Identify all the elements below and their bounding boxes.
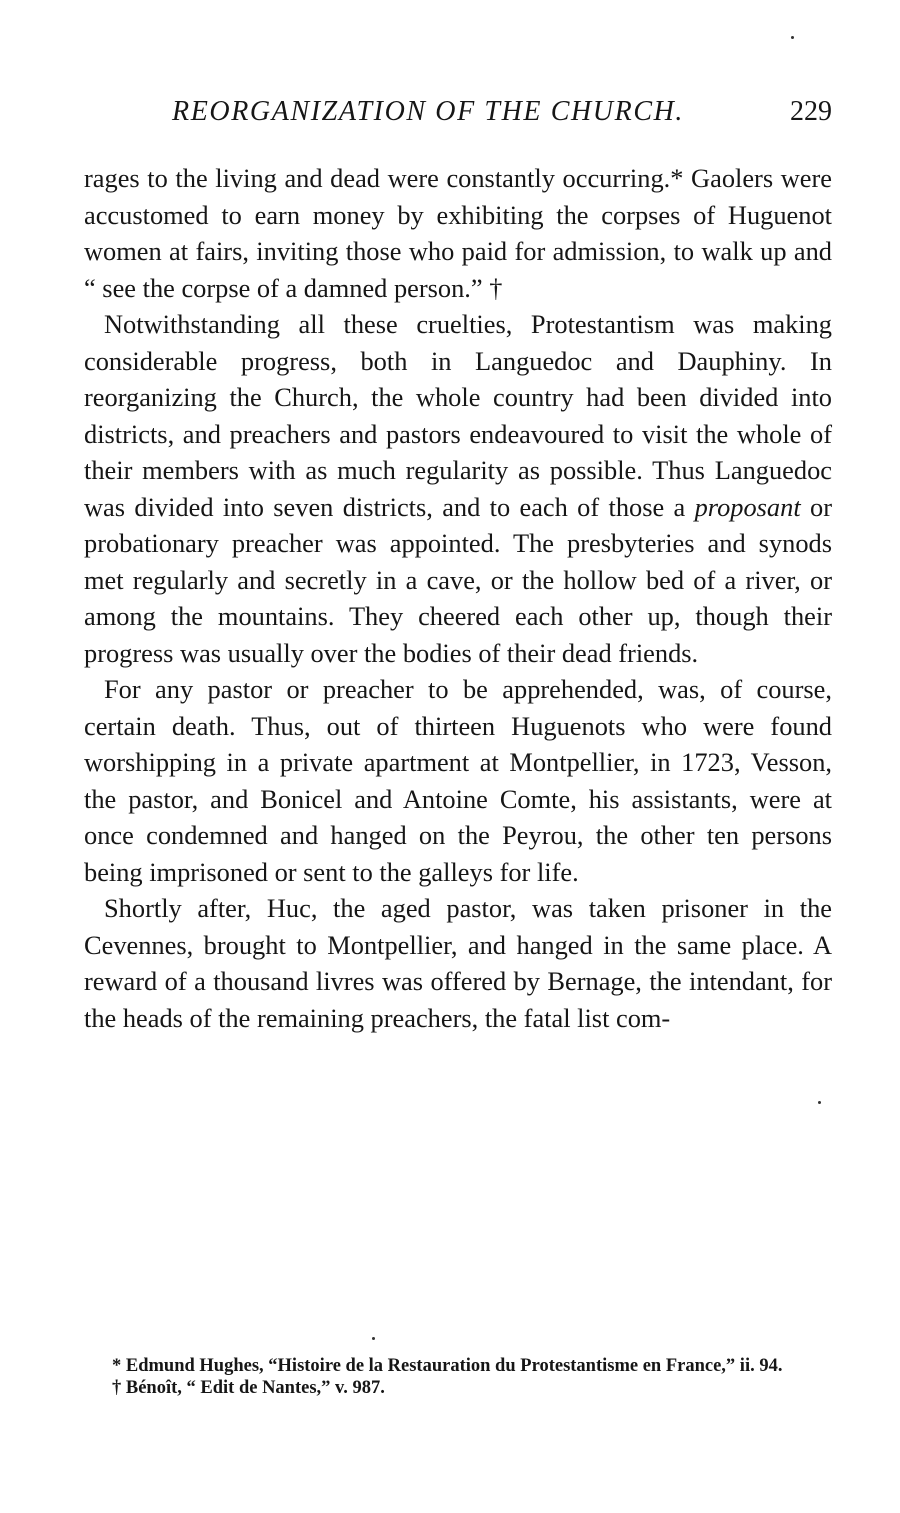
print-speck [818,1101,821,1104]
paragraph-3: For any pastor or preacher to be apprehended, was, of course, certain death. Thus, out of thirteen Huguenots who were found worshipping in a private apartment at Montpellier, in 1723, Vesson, the pastor, and Bonicel and Antoine Comte, his assistants, were at once condemned and hanged on the Peyrou, the other ten persons being imprisoned or sent to the galleys for life. [84,674,832,887]
italic-term-proposant: proposant [694,491,801,522]
paragraph-4: Shortly after, Huc, the aged pastor, was taken prisoner in the Cevennes, brought to Montpellier, and hanged in the same place. A reward of a thousand livres was offered by Bernage, the intendant, for the heads of the remaining preachers, the fatal list com- [84,893,832,1033]
footnote-2: † Bénoît, “ Edit de Nantes,” v. 987. [112,1378,385,1398]
footnotes [84,1355,832,1399]
print-speck [372,1337,375,1340]
footnote-1: * Edmund Hughes, “Histoire de la Restauration du Protestantisme en France,” ii. 94. [112,1356,783,1376]
paragraph-2-part-b: or probationary preacher was appointed. The presbyteries and synods met regularly and secretly in a cave, or the hollow bed of a river, or among the mountains. They cheered each other up, though their progress was usually over the bodies of their dead friends. [84,491,832,668]
page-number: 229 [790,96,832,127]
paragraph-2-part-a: Notwithstanding all these cruelties, Protestantism was making considerable progress, both in Languedoc and Dauphiny. In reorganizing the Church, the whole country had been divided into districts, and preachers and pastors endeavoured to visit the whole of their members with as much regularity as possible. Thus Languedoc was divided into seven districts, and to each of those a [84,309,832,522]
paragraph-2 [84,306,832,671]
body-text [84,160,832,1036]
page-header [86,96,832,136]
paragraph-1: rages to the living and dead were constantly occurring.* Gaolers were accustomed to earn money by exhibiting the corpses of Huguenot women at fairs, inviting those who paid for admission, to walk up and “ see the corpse of a damned person.” † [84,163,832,303]
running-title: REORGANIZATION OF THE CHURCH. [172,96,685,127]
print-speck [791,36,794,39]
